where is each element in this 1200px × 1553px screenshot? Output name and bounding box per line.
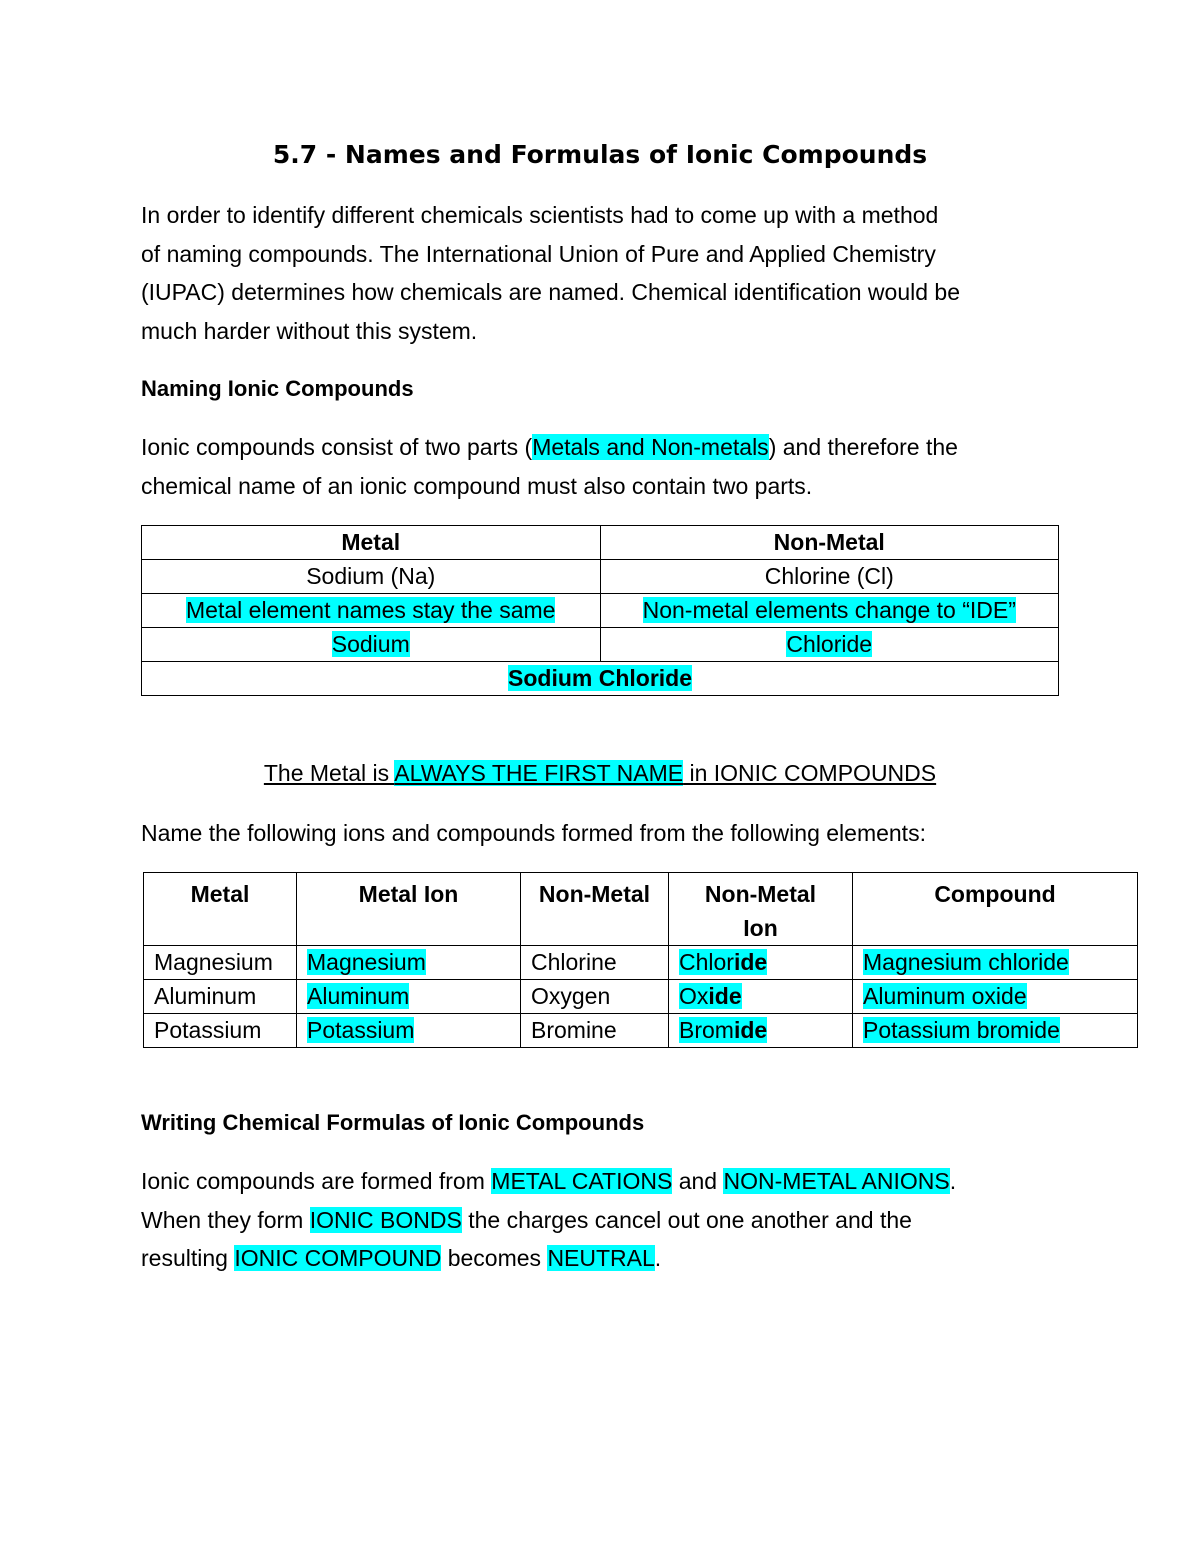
cell: Metal element names stay the same	[186, 597, 556, 623]
page-title: 5.7 - Names and Formulas of Ionic Compounds	[272, 140, 928, 169]
cell: Oxygen	[521, 980, 669, 1014]
text: and	[672, 1168, 724, 1194]
naming-example-table	[141, 525, 1059, 696]
header-metal: Metal	[142, 526, 601, 560]
header-text: Non-Metal Ion	[704, 881, 817, 941]
cell: Brom	[679, 1017, 734, 1043]
header: Metal	[144, 873, 297, 946]
cell: Chloride	[786, 631, 873, 657]
highlight: NON-METAL ANIONS	[723, 1168, 950, 1194]
text: Ionic compounds are formed from	[141, 1168, 492, 1194]
formulas-paragraph	[141, 1162, 1061, 1278]
highlight: IONIC COMPOUND	[234, 1245, 442, 1271]
highlight: IONIC BONDS	[309, 1206, 462, 1233]
table-row	[142, 628, 1059, 662]
intro-paragraph	[141, 196, 1061, 350]
intro-line: In order to identify different chemicals scientists had to come up with a method	[141, 202, 939, 228]
text: .	[949, 1168, 957, 1194]
cell: Ox	[679, 983, 709, 1009]
cell: Magnesium chloride	[863, 949, 1069, 975]
highlight: ALWAYS THE FIRST NAME	[394, 760, 684, 786]
header	[669, 873, 853, 946]
cell: Aluminum oxide	[863, 983, 1027, 1009]
suffix: ide	[733, 949, 768, 975]
header-non-metal: Non-Metal	[600, 526, 1059, 560]
cell: Aluminum	[307, 983, 410, 1009]
cell: Sodium Chloride	[508, 665, 692, 691]
exercise-table	[143, 872, 1138, 1048]
cell: Potassium	[144, 1014, 297, 1048]
table-row	[144, 1014, 1138, 1048]
header: Non-Metal	[521, 873, 669, 946]
formulas-heading: Writing Chemical Formulas of Ionic Compounds	[141, 1110, 645, 1135]
cell: Chlorine	[521, 946, 669, 980]
cell: Chlorine (Cl)	[600, 560, 1059, 594]
cell: Sodium	[331, 631, 410, 657]
cell: Sodium (Na)	[142, 560, 601, 594]
cell: Magnesium	[144, 946, 297, 980]
text: .	[654, 1245, 662, 1271]
text: in IONIC COMPOUNDS	[683, 760, 937, 786]
intro-line: much harder without this system.	[141, 317, 478, 344]
metal-first-rule	[0, 760, 1200, 787]
naming-paragraph	[141, 428, 1061, 505]
cell: Potassium bromide	[863, 1017, 1060, 1043]
text: becomes	[441, 1245, 548, 1271]
suffix: ide	[733, 1017, 768, 1043]
naming-heading: Naming Ionic Compounds	[141, 376, 414, 401]
table-row	[142, 662, 1059, 696]
text: resulting	[141, 1245, 235, 1271]
table-row	[144, 946, 1138, 980]
exercise-prompt: Name the following ions and compounds formed from the following elements:	[141, 820, 926, 846]
intro-line: (IUPAC) determines how chemicals are named. Chemical identification would be	[141, 279, 960, 305]
highlight: NEUTRAL	[547, 1245, 655, 1271]
text: Ionic compounds consist of two parts (	[141, 434, 533, 460]
intro-line: of naming compounds. The International Union of Pure and Applied Chemistry	[141, 240, 936, 267]
table-row	[142, 594, 1059, 628]
cell: Non-metal elements change to “IDE”	[642, 597, 1016, 623]
cell: Magnesium	[307, 949, 426, 975]
cell: Bromine	[521, 1014, 669, 1048]
cell: Potassium	[307, 1017, 415, 1043]
suffix: ide	[708, 983, 742, 1009]
highlight: METAL CATIONS	[491, 1168, 673, 1194]
table-row	[144, 980, 1138, 1014]
header: Compound	[853, 873, 1138, 946]
text: When they form	[141, 1206, 310, 1233]
table-row	[142, 560, 1059, 594]
header: Metal Ion	[297, 873, 521, 946]
text: ) and therefore the	[768, 434, 958, 460]
text: the charges cancel out one another and the	[461, 1206, 912, 1233]
cell: Chlor	[679, 949, 734, 975]
text: The Metal is	[263, 760, 395, 786]
highlight: Metals and Non-metals	[532, 434, 769, 460]
text: chemical name of an ionic compound must also contain two parts.	[141, 472, 813, 499]
cell: Aluminum	[144, 980, 297, 1014]
